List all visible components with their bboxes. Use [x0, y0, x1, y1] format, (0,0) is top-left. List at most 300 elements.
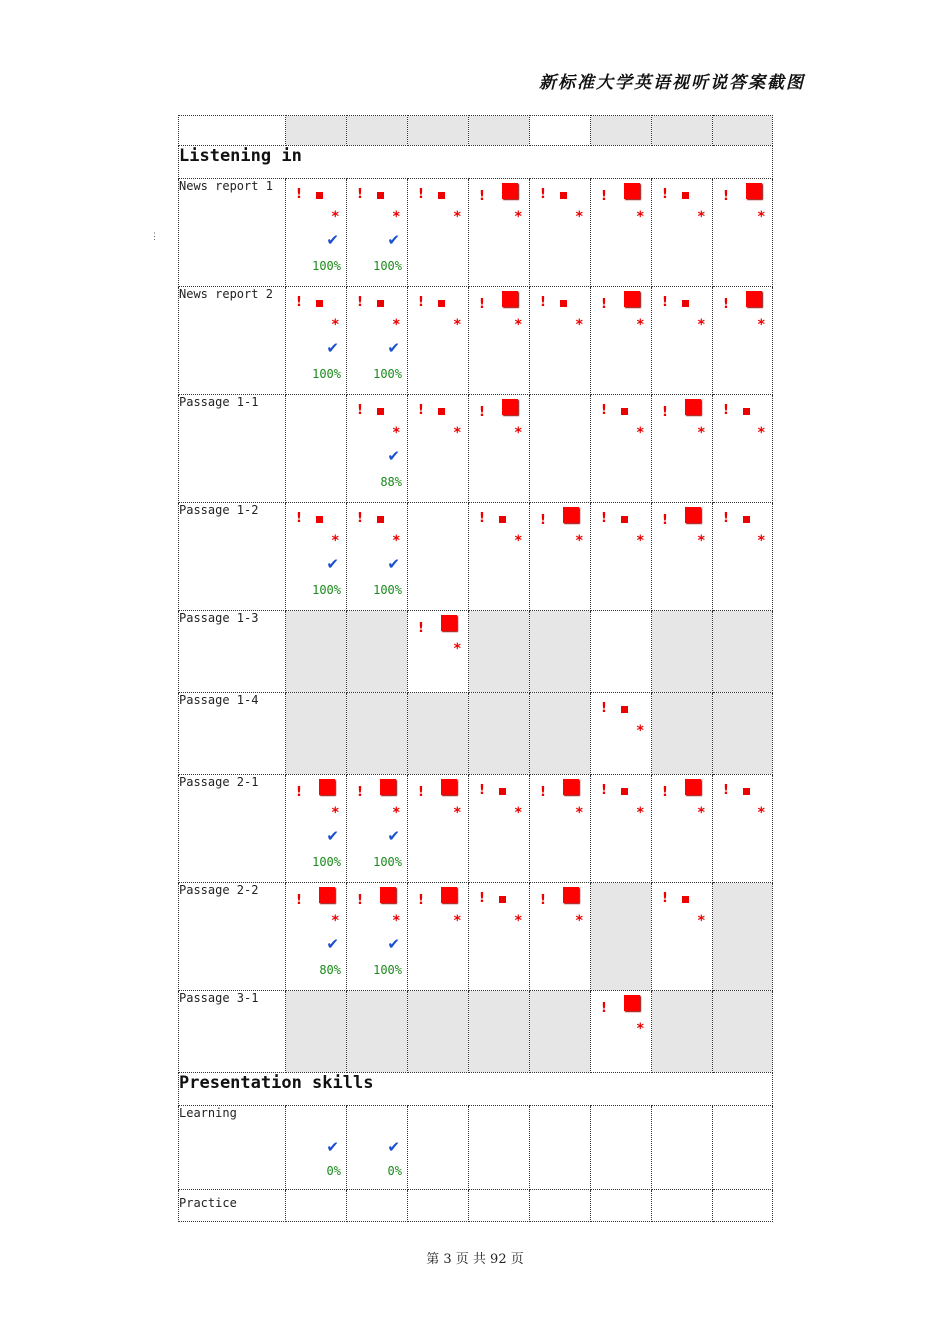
exercise-cell[interactable] — [652, 883, 713, 991]
large-red-square-icon[interactable] — [685, 399, 701, 415]
score-percent: 0% — [326, 1164, 341, 1178]
alert-icon: ! — [540, 513, 546, 528]
exercise-cell-content — [469, 179, 529, 286]
required-star-icon: * — [392, 317, 400, 333]
presentation-label[interactable]: Learning — [179, 1106, 286, 1190]
required-star-icon: * — [757, 209, 765, 225]
exercise-label[interactable]: Passage 2-1 — [179, 775, 286, 883]
small-red-square-icon[interactable] — [438, 300, 445, 307]
exercise-cell-content — [408, 179, 468, 286]
large-red-square-icon[interactable] — [624, 995, 640, 1011]
exercise-cell[interactable] — [652, 775, 713, 883]
exercise-cell-content — [713, 775, 772, 882]
exercise-cell — [286, 395, 347, 503]
required-star-icon: * — [757, 533, 765, 549]
required-star-icon: * — [514, 209, 522, 225]
exercise-cell-content — [530, 1190, 590, 1221]
large-red-square-icon[interactable] — [380, 779, 396, 795]
exercise-row — [179, 991, 773, 1073]
required-star-icon: * — [697, 317, 705, 333]
required-star-icon: * — [453, 805, 461, 821]
exercise-label[interactable]: Passage 1-4 — [179, 693, 286, 775]
exercise-cell[interactable] — [530, 287, 591, 395]
exercise-cell — [469, 991, 530, 1073]
grid-header-cell — [469, 116, 530, 146]
alert-icon: ! — [479, 297, 485, 312]
small-red-square-icon[interactable] — [377, 408, 384, 415]
required-star-icon: * — [636, 425, 644, 441]
exercise-cell[interactable] — [469, 287, 530, 395]
exercise-cell-content — [713, 395, 772, 502]
exercise-cell[interactable] — [286, 179, 347, 287]
checkmark-icon: ✔ — [387, 339, 400, 357]
exercise-cell[interactable] — [591, 287, 652, 395]
exercise-cell — [652, 1190, 713, 1222]
small-red-square-icon[interactable] — [316, 516, 323, 523]
alert-icon: ! — [418, 295, 424, 310]
exercise-cell[interactable] — [469, 179, 530, 287]
checkmark-icon: ✔ — [326, 827, 339, 845]
small-red-square-icon[interactable] — [621, 408, 628, 415]
exercise-cell[interactable] — [408, 179, 469, 287]
exercise-cell-content — [652, 395, 712, 502]
alert-icon: ! — [357, 893, 363, 908]
exercise-cell-content — [591, 179, 651, 286]
grid-header-cell — [713, 116, 773, 146]
presentation-skills-section-heading: Presentation skills — [179, 1073, 773, 1106]
exercise-cell[interactable] — [286, 287, 347, 395]
small-red-square-icon[interactable] — [377, 192, 384, 199]
exercise-cell-content — [347, 287, 407, 394]
alert-icon: ! — [601, 403, 607, 418]
checkmark-icon: ✔ — [326, 555, 339, 573]
alert-icon: ! — [296, 187, 302, 202]
large-red-square-icon[interactable] — [319, 887, 335, 903]
exercise-cell[interactable] — [591, 179, 652, 287]
large-red-square-icon[interactable] — [563, 779, 579, 795]
required-star-icon: * — [575, 913, 583, 929]
exercise-label[interactable]: Passage 3-1 — [179, 991, 286, 1073]
checkmark-icon: ✔ — [326, 339, 339, 357]
required-star-icon: * — [575, 209, 583, 225]
exercise-cell — [530, 1106, 591, 1190]
small-red-square-icon[interactable] — [682, 300, 689, 307]
exercise-cell-content — [652, 693, 712, 774]
alert-icon: ! — [418, 403, 424, 418]
checkmark-icon: ✔ — [387, 231, 400, 249]
exercise-cell-content — [530, 611, 590, 692]
exercise-cell[interactable] — [408, 287, 469, 395]
exercise-row — [179, 503, 773, 611]
required-star-icon: * — [636, 1021, 644, 1037]
exercise-cell-content — [713, 883, 772, 990]
required-star-icon: * — [575, 805, 583, 821]
listening-in-section-row — [179, 146, 773, 179]
exercise-cell[interactable] — [591, 693, 652, 775]
exercise-cell-content — [713, 1190, 772, 1221]
large-red-square-icon[interactable] — [441, 615, 457, 631]
alert-icon: ! — [296, 893, 302, 908]
exercise-cell-content — [347, 1190, 407, 1221]
exercise-cell[interactable] — [286, 775, 347, 883]
exercise-cell-content — [652, 179, 712, 286]
exercise-cell-content — [530, 287, 590, 394]
alert-icon: ! — [723, 297, 729, 312]
exercise-row — [179, 611, 773, 693]
score-percent: 100% — [312, 583, 341, 597]
required-star-icon: * — [514, 425, 522, 441]
alert-icon: ! — [540, 295, 546, 310]
alert-icon: ! — [479, 783, 485, 798]
required-star-icon: * — [636, 209, 644, 225]
alert-icon: ! — [540, 893, 546, 908]
exercise-cell — [408, 1106, 469, 1190]
alert-icon: ! — [540, 187, 546, 202]
small-red-square-icon[interactable] — [682, 896, 689, 903]
exercise-cell-content — [408, 287, 468, 394]
presentation-label[interactable]: Practice — [179, 1190, 286, 1222]
exercise-cell-content — [286, 1190, 346, 1221]
required-star-icon: * — [453, 913, 461, 929]
exercise-cell[interactable] — [652, 287, 713, 395]
exercise-cell[interactable] — [469, 883, 530, 991]
exercise-cell[interactable] — [591, 775, 652, 883]
exercise-label[interactable]: News report 2 — [179, 287, 286, 395]
checkmark-icon: ✔ — [387, 1138, 400, 1156]
exercise-row — [179, 883, 773, 991]
exercise-cell[interactable] — [408, 883, 469, 991]
large-red-square-icon[interactable] — [502, 291, 518, 307]
grid-header-cell — [530, 116, 591, 146]
exercise-cell-content — [469, 395, 529, 502]
exercise-cell-content — [347, 1106, 407, 1189]
grid-header-cell — [408, 116, 469, 146]
exercise-cell[interactable] — [591, 503, 652, 611]
alert-icon: ! — [723, 511, 729, 526]
exercise-cell — [713, 1106, 773, 1190]
exercise-cell[interactable] — [713, 775, 773, 883]
exercise-row — [179, 287, 773, 395]
exercise-label[interactable]: Passage 2-2 — [179, 883, 286, 991]
alert-icon: ! — [601, 783, 607, 798]
exercise-cell — [713, 883, 773, 991]
exercise-cell-content — [591, 503, 651, 610]
exercise-cell-content — [591, 883, 651, 990]
exercise-cell-content — [530, 395, 590, 502]
exercise-cell[interactable] — [530, 775, 591, 883]
exercise-cell-content — [591, 1106, 651, 1189]
score-percent: 0% — [387, 1164, 402, 1178]
exercise-cell-content — [469, 883, 529, 990]
exercise-row — [179, 693, 773, 775]
exercise-cell-content — [652, 775, 712, 882]
exercise-cell — [530, 395, 591, 503]
exercise-cell[interactable] — [469, 503, 530, 611]
alert-icon: ! — [662, 513, 668, 528]
exercise-cell-content — [652, 991, 712, 1072]
required-star-icon: * — [453, 209, 461, 225]
large-red-square-icon[interactable] — [685, 507, 701, 523]
exercise-cell — [286, 1190, 347, 1222]
exercise-cell-content — [530, 693, 590, 774]
exercise-cell[interactable] — [652, 395, 713, 503]
exercise-row — [179, 775, 773, 883]
alert-icon: ! — [479, 511, 485, 526]
exercise-cell[interactable] — [713, 287, 773, 395]
required-star-icon: * — [697, 913, 705, 929]
required-star-icon: * — [757, 805, 765, 821]
alert-icon: ! — [357, 295, 363, 310]
exercise-cell-content — [347, 611, 407, 692]
exercise-cell — [408, 693, 469, 775]
small-red-square-icon[interactable] — [743, 788, 750, 795]
score-percent: 100% — [373, 367, 402, 381]
exercise-label[interactable]: Passage 1-3 — [179, 611, 286, 693]
exercise-cell[interactable] — [591, 991, 652, 1073]
small-red-square-icon[interactable] — [682, 192, 689, 199]
large-red-square-icon[interactable] — [685, 779, 701, 795]
alert-icon: ! — [662, 187, 668, 202]
exercise-cell[interactable] — [652, 179, 713, 287]
required-star-icon: * — [636, 805, 644, 821]
exercise-cell[interactable] — [713, 503, 773, 611]
exercise-label[interactable]: Passage 1-1 — [179, 395, 286, 503]
small-red-square-icon[interactable] — [743, 516, 750, 523]
exercise-cell-content — [530, 503, 590, 610]
exercise-cell — [347, 1190, 408, 1222]
small-red-square-icon[interactable] — [743, 408, 750, 415]
exercise-cell-content — [408, 1190, 468, 1221]
exercise-cell[interactable] — [469, 775, 530, 883]
checkmark-icon: ✔ — [387, 935, 400, 953]
exercise-cell[interactable] — [286, 503, 347, 611]
exercise-cell — [591, 1190, 652, 1222]
large-red-square-icon[interactable] — [563, 887, 579, 903]
exercise-cell — [286, 991, 347, 1073]
large-red-square-icon[interactable] — [624, 183, 640, 199]
required-star-icon: * — [453, 425, 461, 441]
exercise-cell — [286, 693, 347, 775]
exercise-cell-content — [347, 883, 407, 990]
checkmark-icon: ✔ — [326, 1138, 339, 1156]
exercise-cell-content — [469, 287, 529, 394]
exercise-cell-content — [652, 503, 712, 610]
exercise-cell-content — [591, 991, 651, 1072]
exercise-cell[interactable] — [408, 395, 469, 503]
exercise-cell — [469, 693, 530, 775]
exercise-cell — [652, 1106, 713, 1190]
alert-icon: ! — [662, 785, 668, 800]
large-red-square-icon[interactable] — [502, 399, 518, 415]
required-star-icon: * — [514, 913, 522, 929]
large-red-square-icon[interactable] — [502, 183, 518, 199]
exercise-cell-content — [286, 991, 346, 1072]
exercise-cell — [652, 991, 713, 1073]
required-star-icon: * — [392, 533, 400, 549]
exercise-cell-content — [713, 991, 772, 1072]
exercise-cell-content — [286, 179, 346, 286]
grid-header-cell — [347, 116, 408, 146]
large-red-square-icon[interactable] — [746, 291, 762, 307]
required-star-icon: * — [331, 317, 339, 333]
grid-header-cell — [652, 116, 713, 146]
alert-icon: ! — [601, 701, 607, 716]
small-red-square-icon[interactable] — [438, 192, 445, 199]
required-star-icon: * — [575, 317, 583, 333]
exercise-cell[interactable] — [530, 179, 591, 287]
exercise-cell[interactable] — [347, 883, 408, 991]
small-red-square-icon[interactable] — [560, 192, 567, 199]
required-star-icon: * — [697, 209, 705, 225]
exercise-cell-content — [713, 611, 772, 692]
exercise-cell[interactable] — [469, 395, 530, 503]
exercise-cell-content — [469, 775, 529, 882]
exercise-cell-content — [286, 1106, 346, 1189]
small-red-square-icon[interactable] — [499, 896, 506, 903]
exercise-cell[interactable] — [347, 503, 408, 611]
exercise-cell-content — [347, 991, 407, 1072]
small-red-square-icon[interactable] — [621, 706, 628, 713]
alert-icon: ! — [662, 295, 668, 310]
alert-icon: ! — [540, 785, 546, 800]
exercise-grid — [178, 115, 773, 1222]
exercise-cell — [347, 611, 408, 693]
exercise-cell-content — [347, 179, 407, 286]
large-red-square-icon[interactable] — [319, 779, 335, 795]
exercise-cell — [530, 991, 591, 1073]
required-star-icon: * — [636, 533, 644, 549]
exercise-cell-content — [408, 503, 468, 610]
exercise-cell — [591, 611, 652, 693]
exercise-cell[interactable] — [347, 287, 408, 395]
exercise-cell — [530, 611, 591, 693]
score-percent: 100% — [312, 367, 341, 381]
exercise-cell — [713, 1190, 773, 1222]
alert-icon: ! — [479, 891, 485, 906]
exercise-cell-content — [286, 287, 346, 394]
small-red-square-icon[interactable] — [499, 788, 506, 795]
score-percent: 100% — [373, 583, 402, 597]
exercise-cell-content — [591, 611, 651, 692]
checkmark-icon: ✔ — [387, 827, 400, 845]
exercise-cell[interactable] — [286, 1106, 347, 1190]
large-red-square-icon[interactable] — [563, 507, 579, 523]
alert-icon: ! — [601, 1001, 607, 1016]
exercise-cell-content — [530, 991, 590, 1072]
exercise-cell[interactable] — [591, 395, 652, 503]
exercise-cell-content — [286, 775, 346, 882]
exercise-cell-content — [530, 883, 590, 990]
required-star-icon: * — [392, 425, 400, 441]
exercise-cell-content — [652, 1106, 712, 1189]
exercise-cell[interactable] — [530, 883, 591, 991]
large-red-square-icon[interactable] — [746, 183, 762, 199]
alert-icon: ! — [601, 189, 607, 204]
exercise-cell-content — [408, 775, 468, 882]
grid-header-row — [179, 116, 773, 146]
exercise-row — [179, 179, 773, 287]
large-red-square-icon[interactable] — [441, 887, 457, 903]
exercise-cell[interactable] — [652, 503, 713, 611]
exercise-cell[interactable] — [408, 775, 469, 883]
exercise-cell-content — [347, 775, 407, 882]
exercise-cell[interactable] — [530, 503, 591, 611]
exercise-cell-content — [347, 395, 407, 502]
exercise-cell-content — [652, 883, 712, 990]
presentation-skills-section-row — [179, 1073, 773, 1106]
large-red-square-icon[interactable] — [624, 291, 640, 307]
small-red-square-icon[interactable] — [621, 788, 628, 795]
exercise-cell-content — [591, 775, 651, 882]
exercise-cell-content — [530, 775, 590, 882]
required-star-icon: * — [757, 425, 765, 441]
exercise-cell[interactable] — [286, 883, 347, 991]
exercise-cell — [469, 611, 530, 693]
exercise-cell-content — [591, 395, 651, 502]
exercise-cell-content — [469, 693, 529, 774]
large-red-square-icon[interactable] — [441, 779, 457, 795]
large-red-square-icon[interactable] — [380, 887, 396, 903]
exercise-cell — [408, 503, 469, 611]
exercise-cell — [347, 991, 408, 1073]
exercise-cell — [530, 1190, 591, 1222]
required-star-icon: * — [757, 317, 765, 333]
alert-icon: ! — [296, 785, 302, 800]
exercise-cell-content — [530, 1106, 590, 1189]
score-percent: 100% — [373, 855, 402, 869]
small-red-square-icon[interactable] — [621, 516, 628, 523]
exercise-row — [179, 395, 773, 503]
score-percent: 100% — [312, 259, 341, 273]
exercise-cell[interactable] — [347, 775, 408, 883]
exercise-label[interactable]: Passage 1-2 — [179, 503, 286, 611]
exercise-cell[interactable] — [347, 395, 408, 503]
exercise-cell[interactable] — [713, 395, 773, 503]
exercise-cell-content — [286, 693, 346, 774]
required-star-icon: * — [331, 533, 339, 549]
small-red-square-icon[interactable] — [499, 516, 506, 523]
required-star-icon: * — [697, 425, 705, 441]
exercise-label[interactable]: News report 1 — [179, 179, 286, 287]
small-red-square-icon[interactable] — [377, 516, 384, 523]
alert-icon: ! — [418, 621, 424, 636]
exercise-cell[interactable] — [713, 179, 773, 287]
small-red-square-icon[interactable] — [438, 408, 445, 415]
exercise-cell — [286, 611, 347, 693]
exercise-cell[interactable] — [347, 1106, 408, 1190]
exercise-cell — [469, 1106, 530, 1190]
small-red-square-icon[interactable] — [316, 300, 323, 307]
small-red-square-icon[interactable] — [560, 300, 567, 307]
exercise-cell — [530, 693, 591, 775]
exercise-cell — [652, 693, 713, 775]
exercise-cell-content — [713, 1106, 772, 1189]
small-red-square-icon[interactable] — [377, 300, 384, 307]
small-red-square-icon[interactable] — [316, 192, 323, 199]
exercise-cell-content — [652, 611, 712, 692]
exercise-cell[interactable] — [408, 611, 469, 693]
exercise-cell[interactable] — [347, 179, 408, 287]
exercise-cell — [713, 693, 773, 775]
exercise-cell-content — [408, 883, 468, 990]
checkmark-icon: ✔ — [326, 231, 339, 249]
side-marker: ⋮ — [150, 232, 159, 242]
exercise-cell-content — [591, 287, 651, 394]
required-star-icon: * — [392, 913, 400, 929]
exercise-cell-content — [286, 883, 346, 990]
alert-icon: ! — [357, 403, 363, 418]
alert-icon: ! — [723, 189, 729, 204]
